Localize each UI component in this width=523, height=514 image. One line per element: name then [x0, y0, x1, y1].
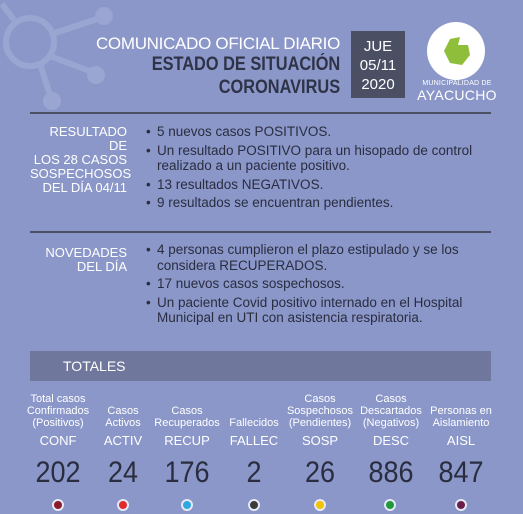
section1-label-line: RESULTADO DE — [49, 124, 127, 153]
header-subtitle: COMUNICADO OFICIAL DIARIO — [95, 34, 340, 53]
municipality-logo — [427, 22, 485, 80]
total-desc: Fallecidos — [229, 417, 279, 429]
section2-label-line: DEL DÍA — [76, 259, 127, 274]
header — [0, 0, 523, 110]
bullet-item: • 17 nuevos casos sospechosos. — [146, 276, 486, 292]
bullet-item: • Un paciente Covid positivo internado en el Hospital Municipal en UTI con asistencia respiratoria. — [146, 295, 486, 326]
header-title-1: ESTADO DE SITUACIÓN — [151, 54, 340, 75]
divider-top — [30, 112, 491, 114]
bullet-item: • 9 resultados se encuentran pendientes. — [146, 195, 486, 211]
total-desc: Casos Activos — [105, 405, 141, 429]
divider-middle — [30, 231, 491, 233]
total-desc: Casos Sospechosos (Pendientes) — [286, 393, 354, 429]
total-code: CONF — [39, 433, 77, 448]
municipality-map-icon — [436, 31, 476, 71]
bullet-item: • 4 personas cumplieron el plazo estipulado y se los considera RECUPERADOS. — [146, 242, 486, 273]
fallec-dot-icon — [248, 499, 260, 511]
total-value: 886 — [368, 456, 414, 489]
totals-bar — [30, 351, 491, 381]
total-desc — [355, 389, 427, 490]
section1-bullets — [146, 124, 486, 214]
logo-text-bottom: AYACUCHO — [417, 87, 497, 103]
total-value: 847 — [438, 456, 484, 489]
activ-dot-icon — [117, 499, 129, 511]
total-recup — [152, 389, 222, 490]
desc-dot-icon — [384, 499, 396, 511]
total-aisl — [427, 389, 495, 490]
section2-label — [30, 246, 127, 274]
total-activ — [95, 389, 151, 490]
totals-title: TOTALES — [63, 358, 126, 374]
section2-label-line: NOVEDADES — [45, 245, 127, 260]
total-desc: Casos Descartados (Negativos) — [360, 393, 422, 429]
aisl-dot-icon — [455, 499, 467, 511]
bullet-item: • 13 resultados NEGATIVOS. — [146, 177, 486, 193]
total-desc: Casos Recuperados — [154, 405, 220, 429]
section1-label — [30, 124, 132, 195]
total-code: AISL — [446, 433, 476, 448]
total-code: SOSP — [301, 433, 339, 448]
sosp-dot-icon — [314, 499, 326, 511]
section2-bullets — [146, 242, 486, 329]
date-box — [351, 31, 405, 98]
total-desc: Personas en Aislamiento — [430, 405, 492, 429]
recup-dot-icon — [181, 499, 193, 511]
header-title-2: CORONAVIRUS — [218, 77, 340, 98]
total-value: 24 — [107, 456, 139, 489]
total-code: DESC — [372, 433, 410, 448]
section1-label-line: DEL DÍA 04/11 — [42, 180, 127, 195]
total-value: 26 — [304, 456, 336, 489]
date-daymonth: 05/11 — [359, 57, 397, 74]
date-day: JUE — [363, 38, 393, 55]
bullet-item: • Un resultado POSITIVO para un hisopado de control realizado a un paciente positivo. — [146, 143, 486, 174]
section1-label-line: SOSPECHOSOS — [30, 166, 132, 181]
total-code: ACTIV — [103, 433, 143, 448]
bullet-item: • 5 nuevos casos POSITIVOS. — [146, 124, 486, 140]
total-value: 202 — [35, 456, 81, 489]
total-desc: Total casos Confirmados (Positivos) — [26, 393, 90, 429]
total-value: 176 — [164, 456, 210, 489]
section1-label-line: LOS 28 CASOS — [33, 152, 127, 167]
total-fallec — [222, 389, 286, 490]
total-code: FALLEC — [229, 433, 279, 448]
logo-text-top: MUNICIPALIDAD DE — [422, 80, 492, 87]
total-conf — [24, 389, 92, 490]
conf-dot-icon — [52, 499, 64, 511]
date-year: 2020 — [361, 76, 395, 93]
total-sosp — [284, 389, 356, 490]
total-code: RECUP — [164, 433, 210, 448]
total-value: 2 — [246, 456, 262, 489]
